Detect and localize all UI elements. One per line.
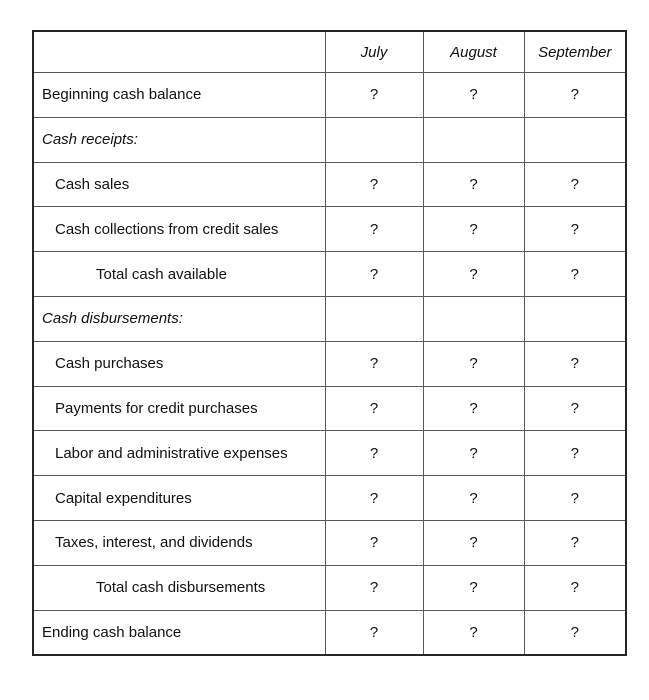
cell-value: ? bbox=[325, 252, 423, 297]
cell-value: ? bbox=[524, 565, 626, 610]
cell-value bbox=[524, 117, 626, 162]
table-row bbox=[33, 520, 626, 565]
table-row bbox=[33, 296, 626, 341]
row-label: Beginning cash balance bbox=[33, 73, 325, 118]
table-body bbox=[33, 73, 626, 655]
cell-value: ? bbox=[325, 207, 423, 252]
cell-value: ? bbox=[423, 565, 524, 610]
table-row bbox=[33, 610, 626, 655]
row-label: Cash purchases bbox=[33, 341, 325, 386]
row-label: Total cash disbursements bbox=[33, 565, 325, 610]
cell-value bbox=[423, 296, 524, 341]
cell-value: ? bbox=[524, 207, 626, 252]
cell-value: ? bbox=[423, 73, 524, 118]
table-row bbox=[33, 117, 626, 162]
cell-value: ? bbox=[325, 610, 423, 655]
table-header bbox=[33, 31, 626, 73]
row-label: Cash receipts: bbox=[33, 117, 325, 162]
cell-value: ? bbox=[524, 520, 626, 565]
table-row bbox=[33, 431, 626, 476]
header-cell-august: August bbox=[423, 31, 524, 73]
cell-value: ? bbox=[423, 520, 524, 565]
row-label: Taxes, interest, and dividends bbox=[33, 520, 325, 565]
cell-value: ? bbox=[423, 476, 524, 521]
table-row bbox=[33, 476, 626, 521]
cell-value: ? bbox=[325, 565, 423, 610]
cell-value: ? bbox=[325, 520, 423, 565]
row-label: Ending cash balance bbox=[33, 610, 325, 655]
header-cell-july: July bbox=[325, 31, 423, 73]
cell-value bbox=[524, 296, 626, 341]
cell-value: ? bbox=[423, 207, 524, 252]
cell-value: ? bbox=[524, 431, 626, 476]
table-row bbox=[33, 386, 626, 431]
header-cell-september: September bbox=[524, 31, 626, 73]
header-cell-empty bbox=[33, 31, 325, 73]
cell-value: ? bbox=[325, 386, 423, 431]
cell-value: ? bbox=[524, 341, 626, 386]
cell-value: ? bbox=[524, 386, 626, 431]
cell-value: ? bbox=[524, 73, 626, 118]
table-row bbox=[33, 73, 626, 118]
cell-value: ? bbox=[423, 431, 524, 476]
cell-value: ? bbox=[325, 341, 423, 386]
cell-value: ? bbox=[423, 386, 524, 431]
row-label: Capital expenditures bbox=[33, 476, 325, 521]
cell-value: ? bbox=[524, 476, 626, 521]
cell-value: ? bbox=[524, 162, 626, 207]
row-label: Total cash available bbox=[33, 252, 325, 297]
row-label: Payments for credit purchases bbox=[33, 386, 325, 431]
cell-value bbox=[325, 296, 423, 341]
row-label: Cash collections from credit sales bbox=[33, 207, 325, 252]
cash-budget-table bbox=[32, 30, 627, 656]
cell-value: ? bbox=[325, 73, 423, 118]
table-row bbox=[33, 341, 626, 386]
cell-value: ? bbox=[423, 252, 524, 297]
cell-value bbox=[423, 117, 524, 162]
cell-value: ? bbox=[325, 162, 423, 207]
cell-value: ? bbox=[524, 252, 626, 297]
cell-value: ? bbox=[325, 476, 423, 521]
cell-value: ? bbox=[325, 431, 423, 476]
table-row bbox=[33, 565, 626, 610]
row-label: Cash disbursements: bbox=[33, 296, 325, 341]
row-label: Labor and administrative expenses bbox=[33, 431, 325, 476]
cell-value bbox=[325, 117, 423, 162]
cell-value: ? bbox=[423, 162, 524, 207]
cell-value: ? bbox=[423, 341, 524, 386]
table-row bbox=[33, 207, 626, 252]
cell-value: ? bbox=[423, 610, 524, 655]
cell-value: ? bbox=[524, 610, 626, 655]
header-row bbox=[33, 31, 626, 73]
row-label: Cash sales bbox=[33, 162, 325, 207]
table-row bbox=[33, 252, 626, 297]
table-row bbox=[33, 162, 626, 207]
